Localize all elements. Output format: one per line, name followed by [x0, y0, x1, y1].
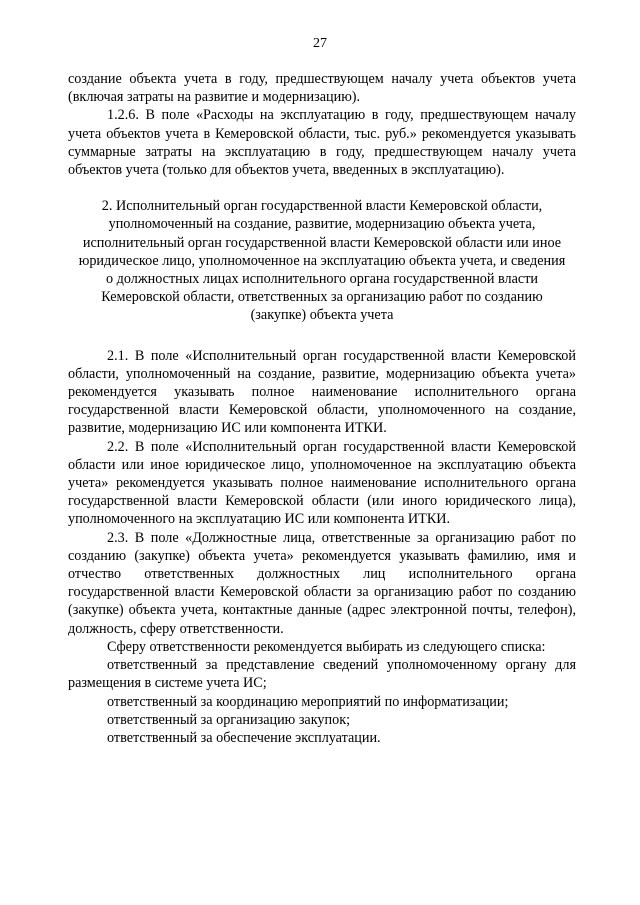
document-body: [68, 70, 576, 747]
paragraph-2-1: 2.1. В поле «Исполнительный орган государственной власти Кемеровской области, уполномоченный на создание, развитие, модернизацию объекта учета» рекомендуется указывать полное наименование исполнительного органа государственной власти Кемеровской области, уполномоченного на создание, развитие, модернизацию ИС или компонента ИТКИ.: [68, 347, 576, 437]
paragraph-1-2-6: 1.2.6. В поле «Расходы на эксплуатацию в году, предшествующем началу учета объектов учета в Кемеровской области, тыс. руб.» рекомендуется указывать суммарные затраты на эксплуатацию в году, предшествующем началу учета объектов учета (только для объектов учета, введенных в эксплуатацию).: [68, 107, 576, 179]
paragraph-2-2: 2.2. В поле «Исполнительный орган государственной власти Кемеровской области или иное юридическое лицо, уполномоченное на эксплуатацию объекта учета» рекомендуется указывать полное наименование исполнительного органа государственной власти Кемеровской области (или иного юридического лица), уполномоченного на эксплуатацию ИС или компонента ИТКИ.: [68, 438, 576, 528]
section-heading-2: 2. Исполнительный орган государственной власти Кемеровской области, уполномоченный на создание, развитие, модернизацию объекта учета, исполнительный орган государственной власти Кемеровской области или иное юридическое лицо, уполномоченное на эксплуатацию объекта учета, и сведения о должностных лицах исполнительного органа государственной власти Кемеровской области, ответственных за организацию работ по созданию (закупке) объекта учета: [78, 198, 566, 324]
paragraph-2-3: 2.3. В поле «Должностные лица, ответственные за организацию работ по созданию (закупке) объекта учета» рекомендуется указывать фамилию, имя и отчество ответственных должностных лиц исполнительного органа государственной власти Кемеровской области за организацию работ по созданию (закупке) объекта учета, контактные данные (адрес электронной почты, телефон), должность, сферу ответственности.: [68, 529, 576, 637]
page-number: 27: [313, 36, 327, 51]
list-item: ответственный за организацию закупок;: [107, 711, 351, 728]
paragraph-continuation: создание объекта учета в году, предшествующем началу учета объектов учета (включая затраты на развитие и модернизацию).: [68, 71, 576, 106]
list-item: ответственный за представление сведений уполномоченному органу для размещения в системе учета ИС;: [68, 657, 576, 692]
list-item: ответственный за координацию мероприятий по информатизации;: [107, 693, 509, 710]
paragraph-sphere-intro: Сферу ответственности рекомендуется выбирать из следующего списка:: [107, 638, 546, 655]
list-item: ответственный за обеспечение эксплуатации.: [107, 729, 381, 746]
